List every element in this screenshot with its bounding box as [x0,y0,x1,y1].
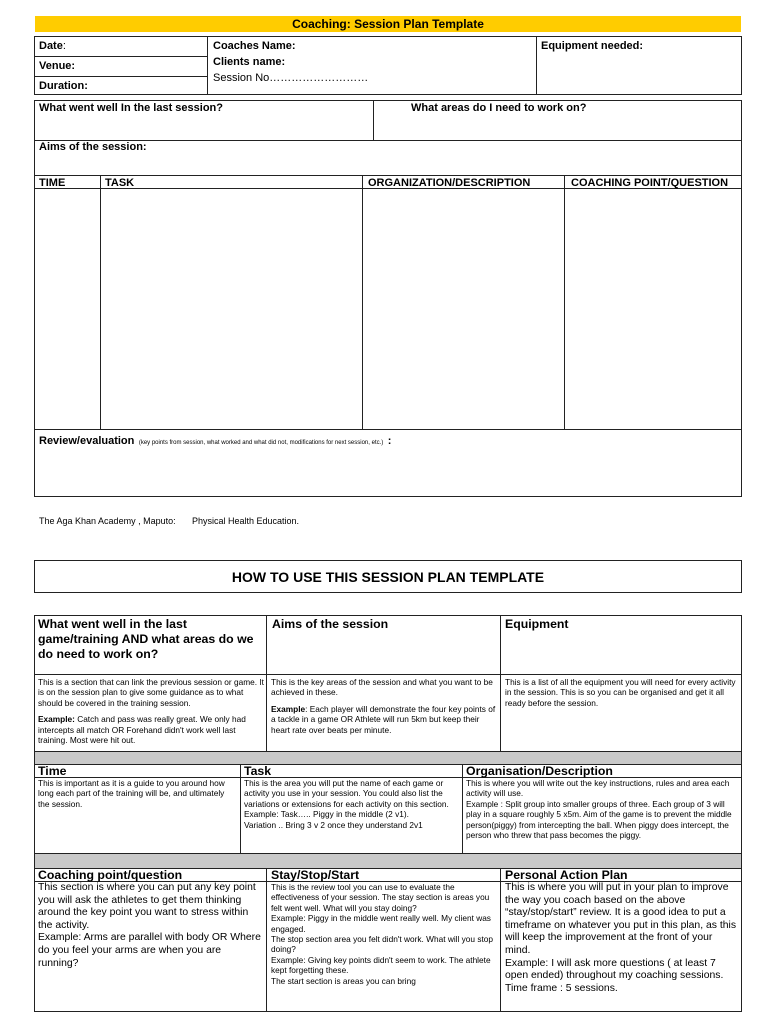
aims-label: Aims of the session: [39,141,147,153]
howto-title: HOW TO USE THIS SESSION PLAN TEMPLATE [34,560,742,593]
howto-coaching-point-heading: Coaching point/question [38,868,183,882]
howto-went-well-text: This is a section that can link the previous session or game. It is on the session plan to give some guidance as to what should be covered in the training session. Example: Catch and pass was really great. We only had intercepts all match OR Forehand didn't work well last training. Most were hit out. [38,677,264,746]
howto-organisation-heading: Organisation/Description [466,764,613,778]
howto-task-text: This is the area you will put the name of each game or activity you use in your session. You could also list the variations or extensions for each activity on this section. Example: Task….. Piggy in the middle (2 v1). Variation .. Bring 3 v 2 once they understand 2v1 [244,778,449,830]
page-title: Coaching: Session Plan Template [292,17,484,31]
howto-organisation-text: This is where you will write out the key instructions, rules and area each activity will use. Example : Split group into smaller groups of three. Each group of 3 will play in a square roughly 5 x5m. Aim of the game is to prevent the middle person(piggy) from intercepting the ball. When piggy does intercept, the person who threw that pass becomes the piggy. [466,778,732,841]
venue-label: Venue: [39,60,76,72]
equipment-needed-label: Equipment needed: [541,40,644,52]
howto-went-well-heading: What went well in the last game/training AND what areas do we do need to work on? [38,617,254,661]
howto-action-plan-text: This is where you will put in your plan to improve the way you coach based on the above “stay/stop/start” review. It is a good idea to put a timeframe on whatever you put in this plan, as this will keep the improvement at the front of your mind. Example: I will ask more questions ( at least 7 open ended) throughout my coaching sessions. Time frame : 5 sessions. [505,882,737,994]
howto-stay-stop-start-text: This is the review tool you can use to evaluate the effectiveness of your session. The stay section is areas you felt went well. What will you stay doing? Example: Piggy in the middle went really well. My client was engaged. The stop section area you felt didn't work. What will you stop doing? Example: Giving key points didn't seem to work. The athlete kept forgetting these. The start section is areas you can bring [271,882,494,986]
col-time: TIME [39,177,66,189]
howto-time-heading: Time [38,764,67,778]
duration-label: Duration: [39,80,88,92]
footer-school: The Aga Khan Academy , Maputo: [39,516,176,526]
howto-coaching-point-text: This section is where you can put any key point you will ask the athletes to get them thinking around the key point you want to stress within the activity. Example: Arms are parallel with body OR Where do you feel your arms are when you are running? [38,882,261,969]
howto-task-heading: Task [244,764,272,778]
coaches-name-label: Coaches Name: [213,40,296,52]
footer-subject: Physical Health Education. [192,516,300,526]
session-no-label: Session No……………………… [213,72,369,84]
howto-stay-stop-start-heading: Stay/Stop/Start [271,868,360,882]
col-coaching-point: COACHING POINT/QUESTION [571,177,729,189]
title-bar [35,16,741,32]
work-on-label: What areas do I need to work on? [411,102,587,114]
date-label: Date: [39,40,66,52]
clients-name-label: Clients name: [213,56,286,68]
howto-aims-text: This is the key areas of the session and what you want to be achieved in these. Example: Each player will demonstrate the four key points of a tackle in a game OR Athlete will run 5km but keep their heart rate over beats per minute. [271,677,496,735]
howto-time-text: This is important as it is a guide to you around how long each part of the training will be, and ultimately the session. [38,778,225,809]
went-well-label: What went well In the last session? [39,102,223,114]
col-organization: ORGANIZATION/DESCRIPTION [368,177,531,189]
col-task: TASK [105,177,135,189]
howto-equipment-text: This is a list of all the equipment you will need for every activity in the session. This is so you can be organised and get it all ready before the session. [505,677,736,708]
howto-aims-heading: Aims of the session [272,617,389,631]
howto-equipment-heading: Equipment [505,617,569,631]
howto-action-plan-heading: Personal Action Plan [505,868,628,882]
review-label: Review/evaluation (key points from session, what worked and what did not, modifications for next session, etc.) : [39,435,392,447]
